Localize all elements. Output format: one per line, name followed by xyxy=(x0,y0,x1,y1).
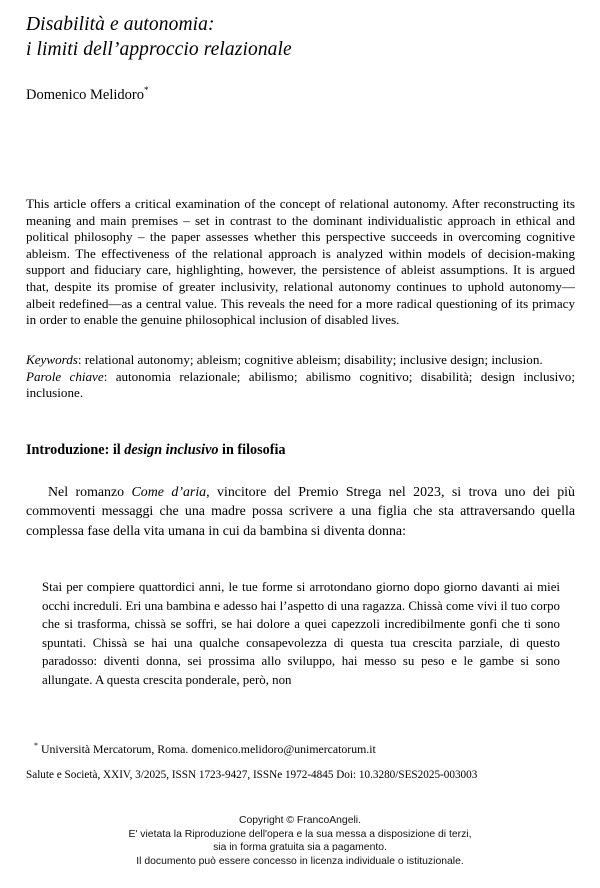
section-heading-introduzione xyxy=(26,441,575,459)
copyright-line-2: E' vietata la Riproduzione dell'opera e la sua messa a disposizione di terzi, xyxy=(128,828,472,840)
section-heading-post: in filosofia xyxy=(218,442,286,458)
body-paragraph xyxy=(26,483,575,541)
footnote-affiliation xyxy=(34,742,579,757)
keywords-english-value: : relational autonomy; ableism; cognitive ableism; disability; inclusive design; inclusion. xyxy=(77,352,543,367)
title-line-2: i limiti dell’approccio relazionale xyxy=(26,39,292,60)
keywords-english xyxy=(26,352,575,369)
author-name xyxy=(26,86,149,104)
body-paragraph-text xyxy=(26,483,575,541)
keywords-section xyxy=(26,352,575,402)
abstract-section xyxy=(26,196,575,329)
keywords-italian xyxy=(26,369,575,402)
footnote-marker: * xyxy=(34,741,38,751)
keywords-italian-value: : autonomia relazionale; abilismo; abilismo cognitivo; disabilità; design inclusivo; inclusione. xyxy=(26,368,575,401)
author-label: Domenico Melidoro xyxy=(26,87,144,103)
copyright-line-1: Copyright © FrancoAngeli. xyxy=(238,815,361,826)
keywords-english-label: Keywords xyxy=(26,352,78,367)
body-par-post: , vincitore del Premio Strega nel 2023, si trova uno dei più commoventi messaggi che una madre possa scrivere a una figlia che sta attraversando quella complessa fase della vita umana in cui da bambina si diventa donna: xyxy=(26,485,575,539)
title-block xyxy=(26,12,575,62)
body-par-pre: Nel romanzo xyxy=(48,485,132,500)
section-heading-pre: Introduzione: il xyxy=(26,442,125,458)
author-footnote-marker: * xyxy=(144,85,149,96)
novel-title-italic: Come d’aria xyxy=(131,485,207,500)
abstract-text: This article offers a critical examination of the concept of relational autonomy. After reconstructing its meaning and main premises – set in contrast to the dominant individualistic approach in ethical and political philosophy – the paper assesses whether this perspective succeeds in overcoming cognitive ableism. The effectiveness of the relational approach is analyzed within models of decision-making support and fiduciary care, highlighting, however, the persistence of ableist assumptions. It is argued that, despite its promise of greater inclusivity, relational autonomy continues to uphold autonomy—albeit redefined—as a central value. This reveals the need for a more radical questioning of its primacy in order to enable the genuine philosophical inclusion of disabled lives. xyxy=(26,196,575,328)
footnote-separator-rule xyxy=(26,734,186,735)
title-line-1: Disabilità e autonomia: xyxy=(26,14,215,35)
copyright-footer xyxy=(0,814,600,868)
keywords-italian-label: Parole chiave xyxy=(26,368,104,384)
section-heading-italic: design inclusivo xyxy=(124,442,219,458)
copyright-line-3: sia in forma gratuita sia a pagamento. xyxy=(213,842,387,854)
block-quote-text: Stai per compiere quattordici anni, le tue forme si arrotondano giorno dopo giorno davanti ai miei occhi increduli. Eri una bambina e adesso hai l’aspetto di una ragazza. Chissà come vivi il tuo corpo che si trasforma, chissà se soffri, se hai dolore a quei capezzoli incredibilmente gonfi che ti sono spuntati. Chissà se hai una qualche consapevolezza di questa tua crescita parziale, di questo paradosso: diventi donna, sei prossima allo sviluppo, hai messo su peso e le gambe si sono allungate. A questa crescita ponderale, però, non xyxy=(42,580,560,687)
page-title xyxy=(26,12,575,62)
copyright-line-4: Il documento può essere concesso in licenza individuale o istituzionale. xyxy=(136,855,464,867)
footnote-text: Università Mercatorum, Roma. domenico.melidoro@unimercatorum.it xyxy=(38,742,376,756)
block-quote xyxy=(42,578,560,690)
journal-citation: Salute e Società, XXIV, 3/2025, ISSN 1723-9427, ISSNe 1972-4845 Doi: 10.3280/SES2025-003003 xyxy=(26,769,478,781)
